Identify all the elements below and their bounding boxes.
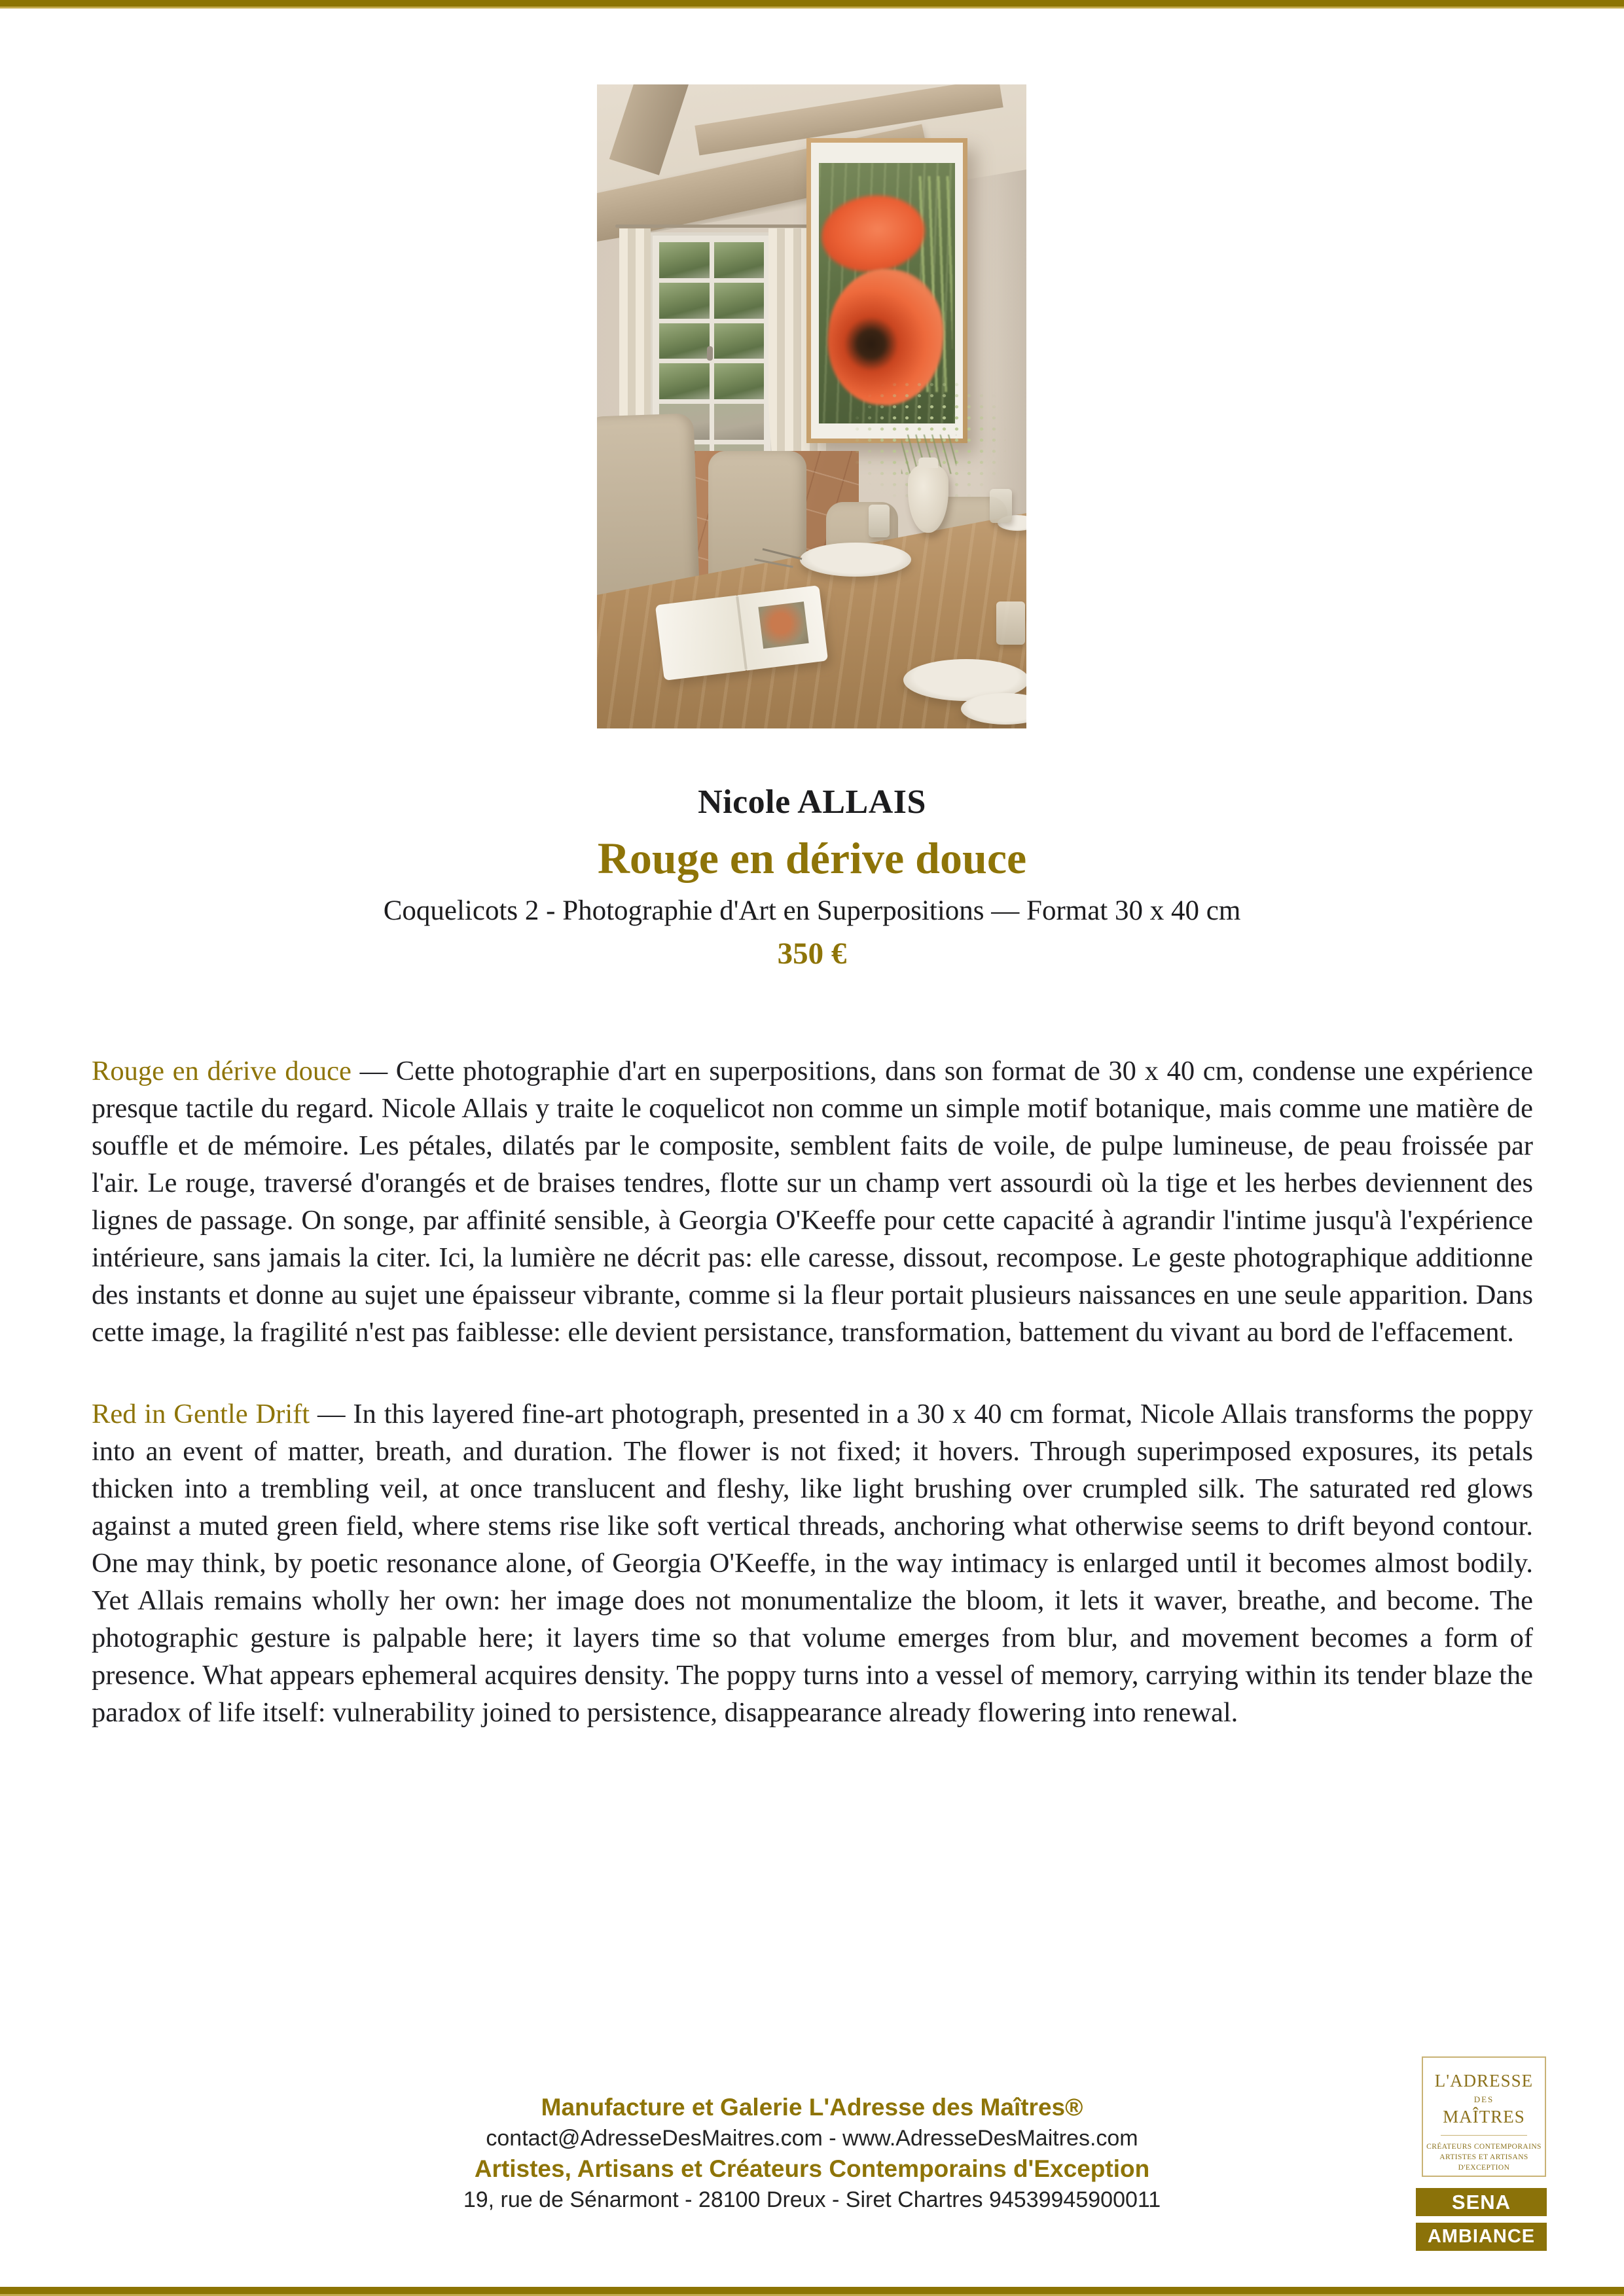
door-handle bbox=[707, 346, 713, 361]
logo-line: CRÉATEURS CONTEMPORAINS bbox=[1426, 2143, 1542, 2151]
logo-line: L'ADRESSE bbox=[1434, 2071, 1534, 2090]
water-glass bbox=[869, 505, 890, 537]
water-glass bbox=[996, 601, 1025, 645]
curtain-rod bbox=[615, 224, 831, 228]
paragraph-french-lead: Rouge en dérive douce bbox=[92, 1056, 352, 1086]
contact-line: contact@AdresseDesMaitres.com - www.AdresseDesMaitres.com bbox=[486, 2126, 1138, 2151]
artist-name: Nicole ALLAIS bbox=[698, 783, 926, 821]
book-page bbox=[655, 595, 746, 680]
bottom-gold-bar bbox=[0, 2287, 1624, 2296]
ambiance-badge: AMBIANCE bbox=[1416, 2223, 1547, 2251]
logo-divider bbox=[1441, 2135, 1527, 2136]
sena-badge: SENA bbox=[1416, 2188, 1547, 2216]
top-gold-bar bbox=[0, 0, 1624, 9]
product-photo bbox=[597, 84, 1026, 728]
price: 350 € bbox=[777, 937, 847, 971]
logo-line: D'EXCEPTION bbox=[1458, 2164, 1510, 2172]
paragraph-french-body: — Cette photographie d'art en superpositions, dans son format de 30 x 40 cm, condense une expérience presque tactile du regard. Nicole Allais y traite le coquelicot non comme un simple motif botanique, mais comme une matière de souffle et de mémoire. Les pétales, dilatés par le composite, semblent faits de voile, de pulpe lumineuse, de peau froissée par l'air. Le rouge, traversé d'orangés et de braises tendres, flotte sur un champ vert assourdi où la tige et les herbes deviennent des lignes de passage. On songe, par affinité sensible, à Georgia O'Keeffe pour cette capacité à agrandir l'intime jusqu'à l'expérience intérieure, sans jamais la citer. Ici, la lumière ne décrit pas: elle caresse, dissout, recompose. Le geste photographique additionne des instants et donne au sujet une épaisseur vibrante, comme si la fleur portait plusieurs naissances en une seule apparition. Dans cette image, la fragilité n'est pas faiblesse: elle devient persistance, transformation, battement du vivant au bord de l'effacement. bbox=[92, 1056, 1533, 1348]
paragraph-english-lead: Red in Gentle Drift bbox=[92, 1399, 310, 1429]
paragraph-english bbox=[92, 1395, 1533, 1731]
plate bbox=[800, 543, 911, 577]
logo-line: MAÎTRES bbox=[1443, 2107, 1525, 2126]
footer bbox=[0, 2092, 1624, 2215]
title-block bbox=[0, 783, 1624, 973]
tagline: Artistes, Artisans et Créateurs Contemporains d'Exception bbox=[474, 2155, 1150, 2182]
logo-line: DES bbox=[1473, 2094, 1494, 2104]
paragraph-french bbox=[92, 1052, 1533, 1351]
paragraph-english-body: — In this layered fine-art photograph, presented in a 30 x 40 cm format, Nicole Allais transforms the poppy into an event of matter, breath, and duration. The flower is not fixed; it hovers. Through superimposed exposures, its petals thicken into a trembling veil, at once translucent and fleshy, like light brushing over crumpled silk. The saturated red glows against a muted green field, where stems rise like soft vertical threads, anchoring what otherwise seems to drift beyond contour. One may think, by poetic resonance alone, of Georgia O'Keeffe, in the way intimacy is enlarged until it becomes almost bodily. Yet Allais remains wholly her own: her image does not monumentalize the bloom, it lets it waver, breathe, and become. The photographic gesture is palpable here; it layers time so that volume emerges from blur, and movement becomes a form of presence. What appears ephemeral acquires density. The poppy turns into a vessel of memory, carrying within its tender blaze the paradox of life itself: vulnerability joined to persistence, disappearance already flowering into renewal. bbox=[92, 1399, 1533, 1728]
poppy-flower-top bbox=[819, 190, 929, 278]
artwork-title: Rouge en dérive douce bbox=[597, 833, 1027, 883]
logo-line: ARTISTES ET ARTISANS bbox=[1439, 2153, 1528, 2161]
wood-beam bbox=[609, 84, 689, 175]
water-glass bbox=[990, 489, 1012, 523]
book-photo bbox=[758, 601, 808, 649]
artwork-subtitle: Coquelicots 2 - Photographie d'Art en Superpositions — Format 30 x 40 cm bbox=[383, 895, 1241, 926]
address-line: 19, rue de Sénarmont - 28100 Dreux - Siret Chartres 94539945900011 bbox=[463, 2187, 1161, 2212]
gallery-logo bbox=[1422, 2056, 1546, 2177]
gallery-name: Manufacture et Galerie L'Adresse des Maîtres® bbox=[541, 2094, 1083, 2121]
description-text bbox=[92, 1052, 1533, 1776]
